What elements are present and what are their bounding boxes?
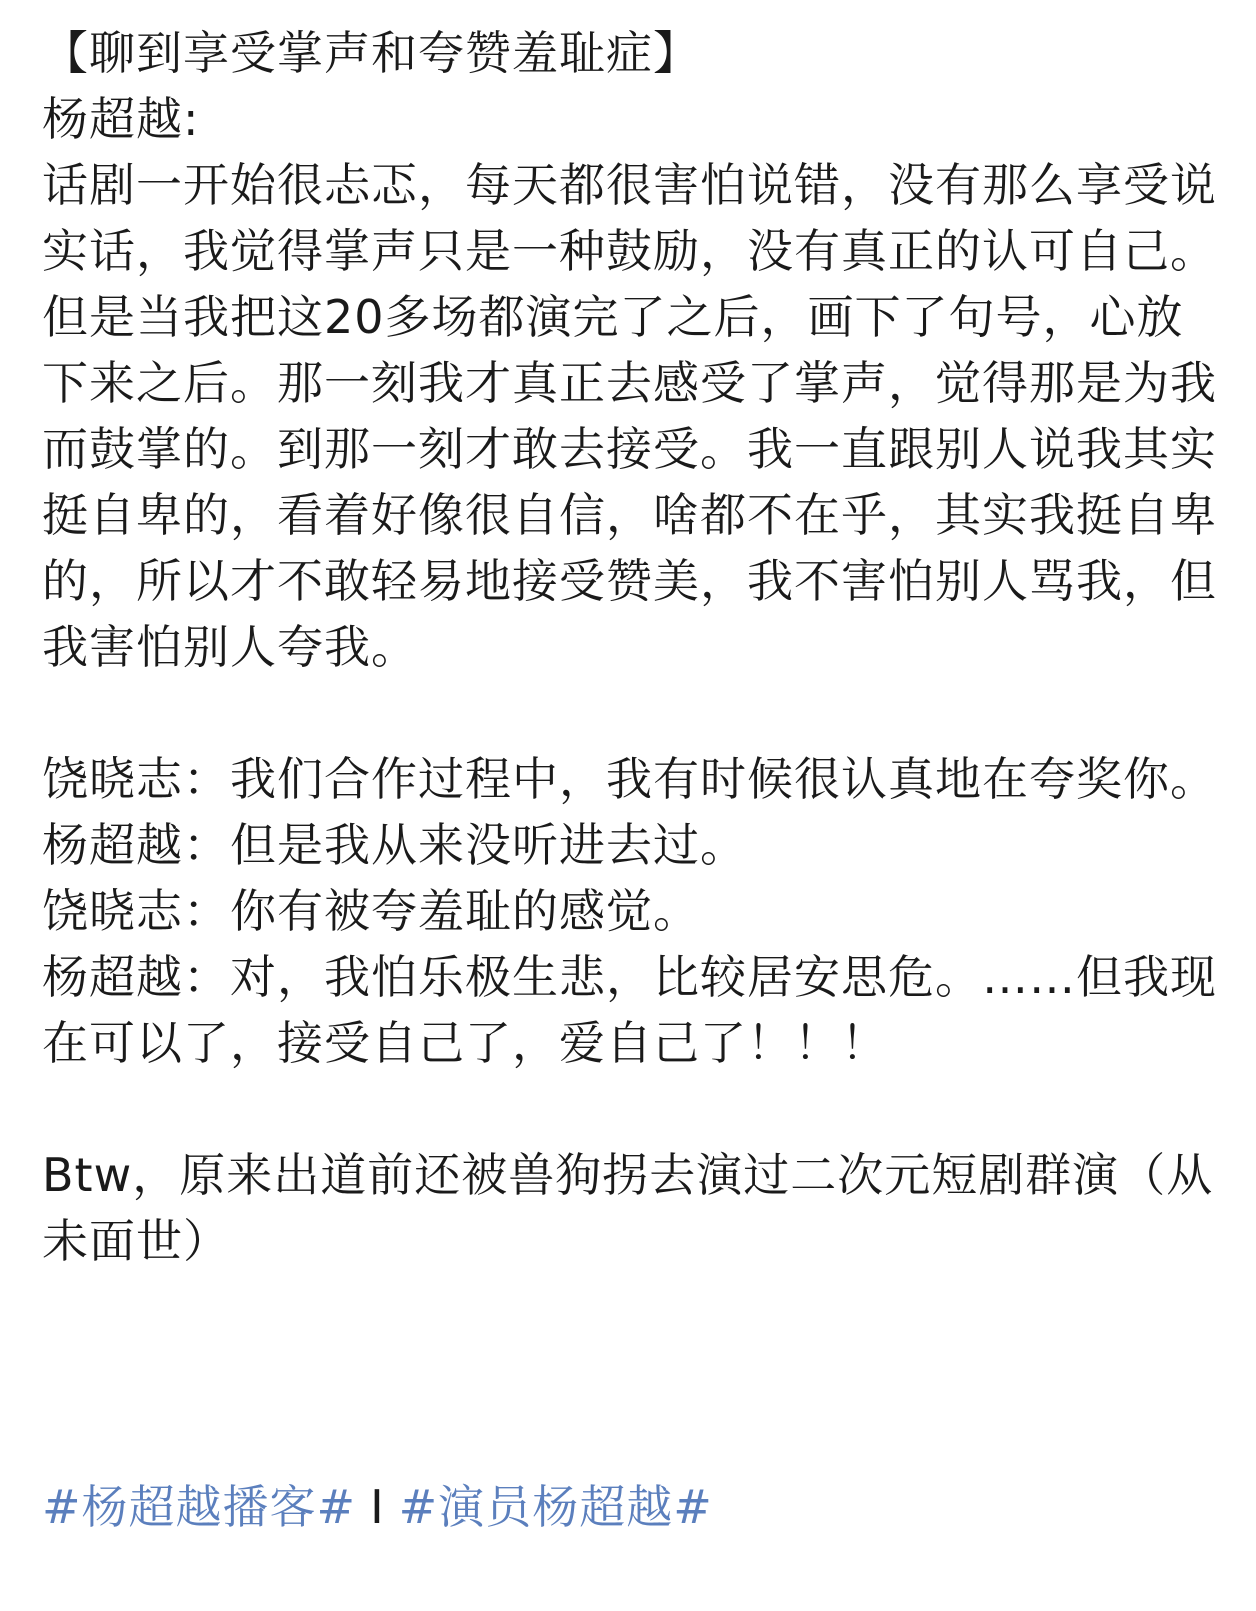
paragraph-1: 话剧一开始很忐忑，每天都很害怕说错，没有那么享受说实话，我觉得掌声只是一种鼓励，没有真正的认可自己。 [42, 158, 1217, 278]
hashtag-link[interactable]: #演员杨超越# [398, 1480, 713, 1534]
hashtag-link[interactable]: #杨超越播客# [42, 1480, 357, 1534]
spacer [42, 1076, 1218, 1142]
dialogue-line: 饶晓志：你有被夸羞耻的感觉。 [42, 884, 700, 938]
speaker-intro: 杨超越: [42, 92, 200, 146]
tag-separator: I [370, 1480, 385, 1534]
dialogue-line: 饶晓志：我们合作过程中，我有时候很认真地在夸奖你。 [42, 752, 1217, 806]
dialogue-line: 杨超越：但是我从来没听进去过。 [42, 818, 747, 872]
dialogue-line: 杨超越：对，我怕乐极生悲，比较居安思危。……但我现在可以了，接受自己了，爱自己了！！！ [42, 950, 1217, 1070]
hashtag-row [42, 1474, 713, 1540]
paragraph-2: 但是当我把这20多场都演完了之后，画下了句号，心放下来之后。那一刻我才真正去感受了掌声，觉得那是为我而鼓掌的。到那一刻才敢去接受。我一直跟别人说我其实挺自卑的，看着好像很自信，啥都不在乎，其实我挺自卑的，所以才不敢轻易地接受赞美，我不害怕别人骂我，但我害怕别人夸我。 [42, 290, 1217, 674]
btw-note: Btw，原来出道前还被兽狗拐去演过二次元短剧群演（从未面世） [42, 1148, 1214, 1268]
post-title: 【聊到享受掌声和夸赞羞耻症】 [42, 26, 700, 80]
spacer [42, 680, 1218, 746]
